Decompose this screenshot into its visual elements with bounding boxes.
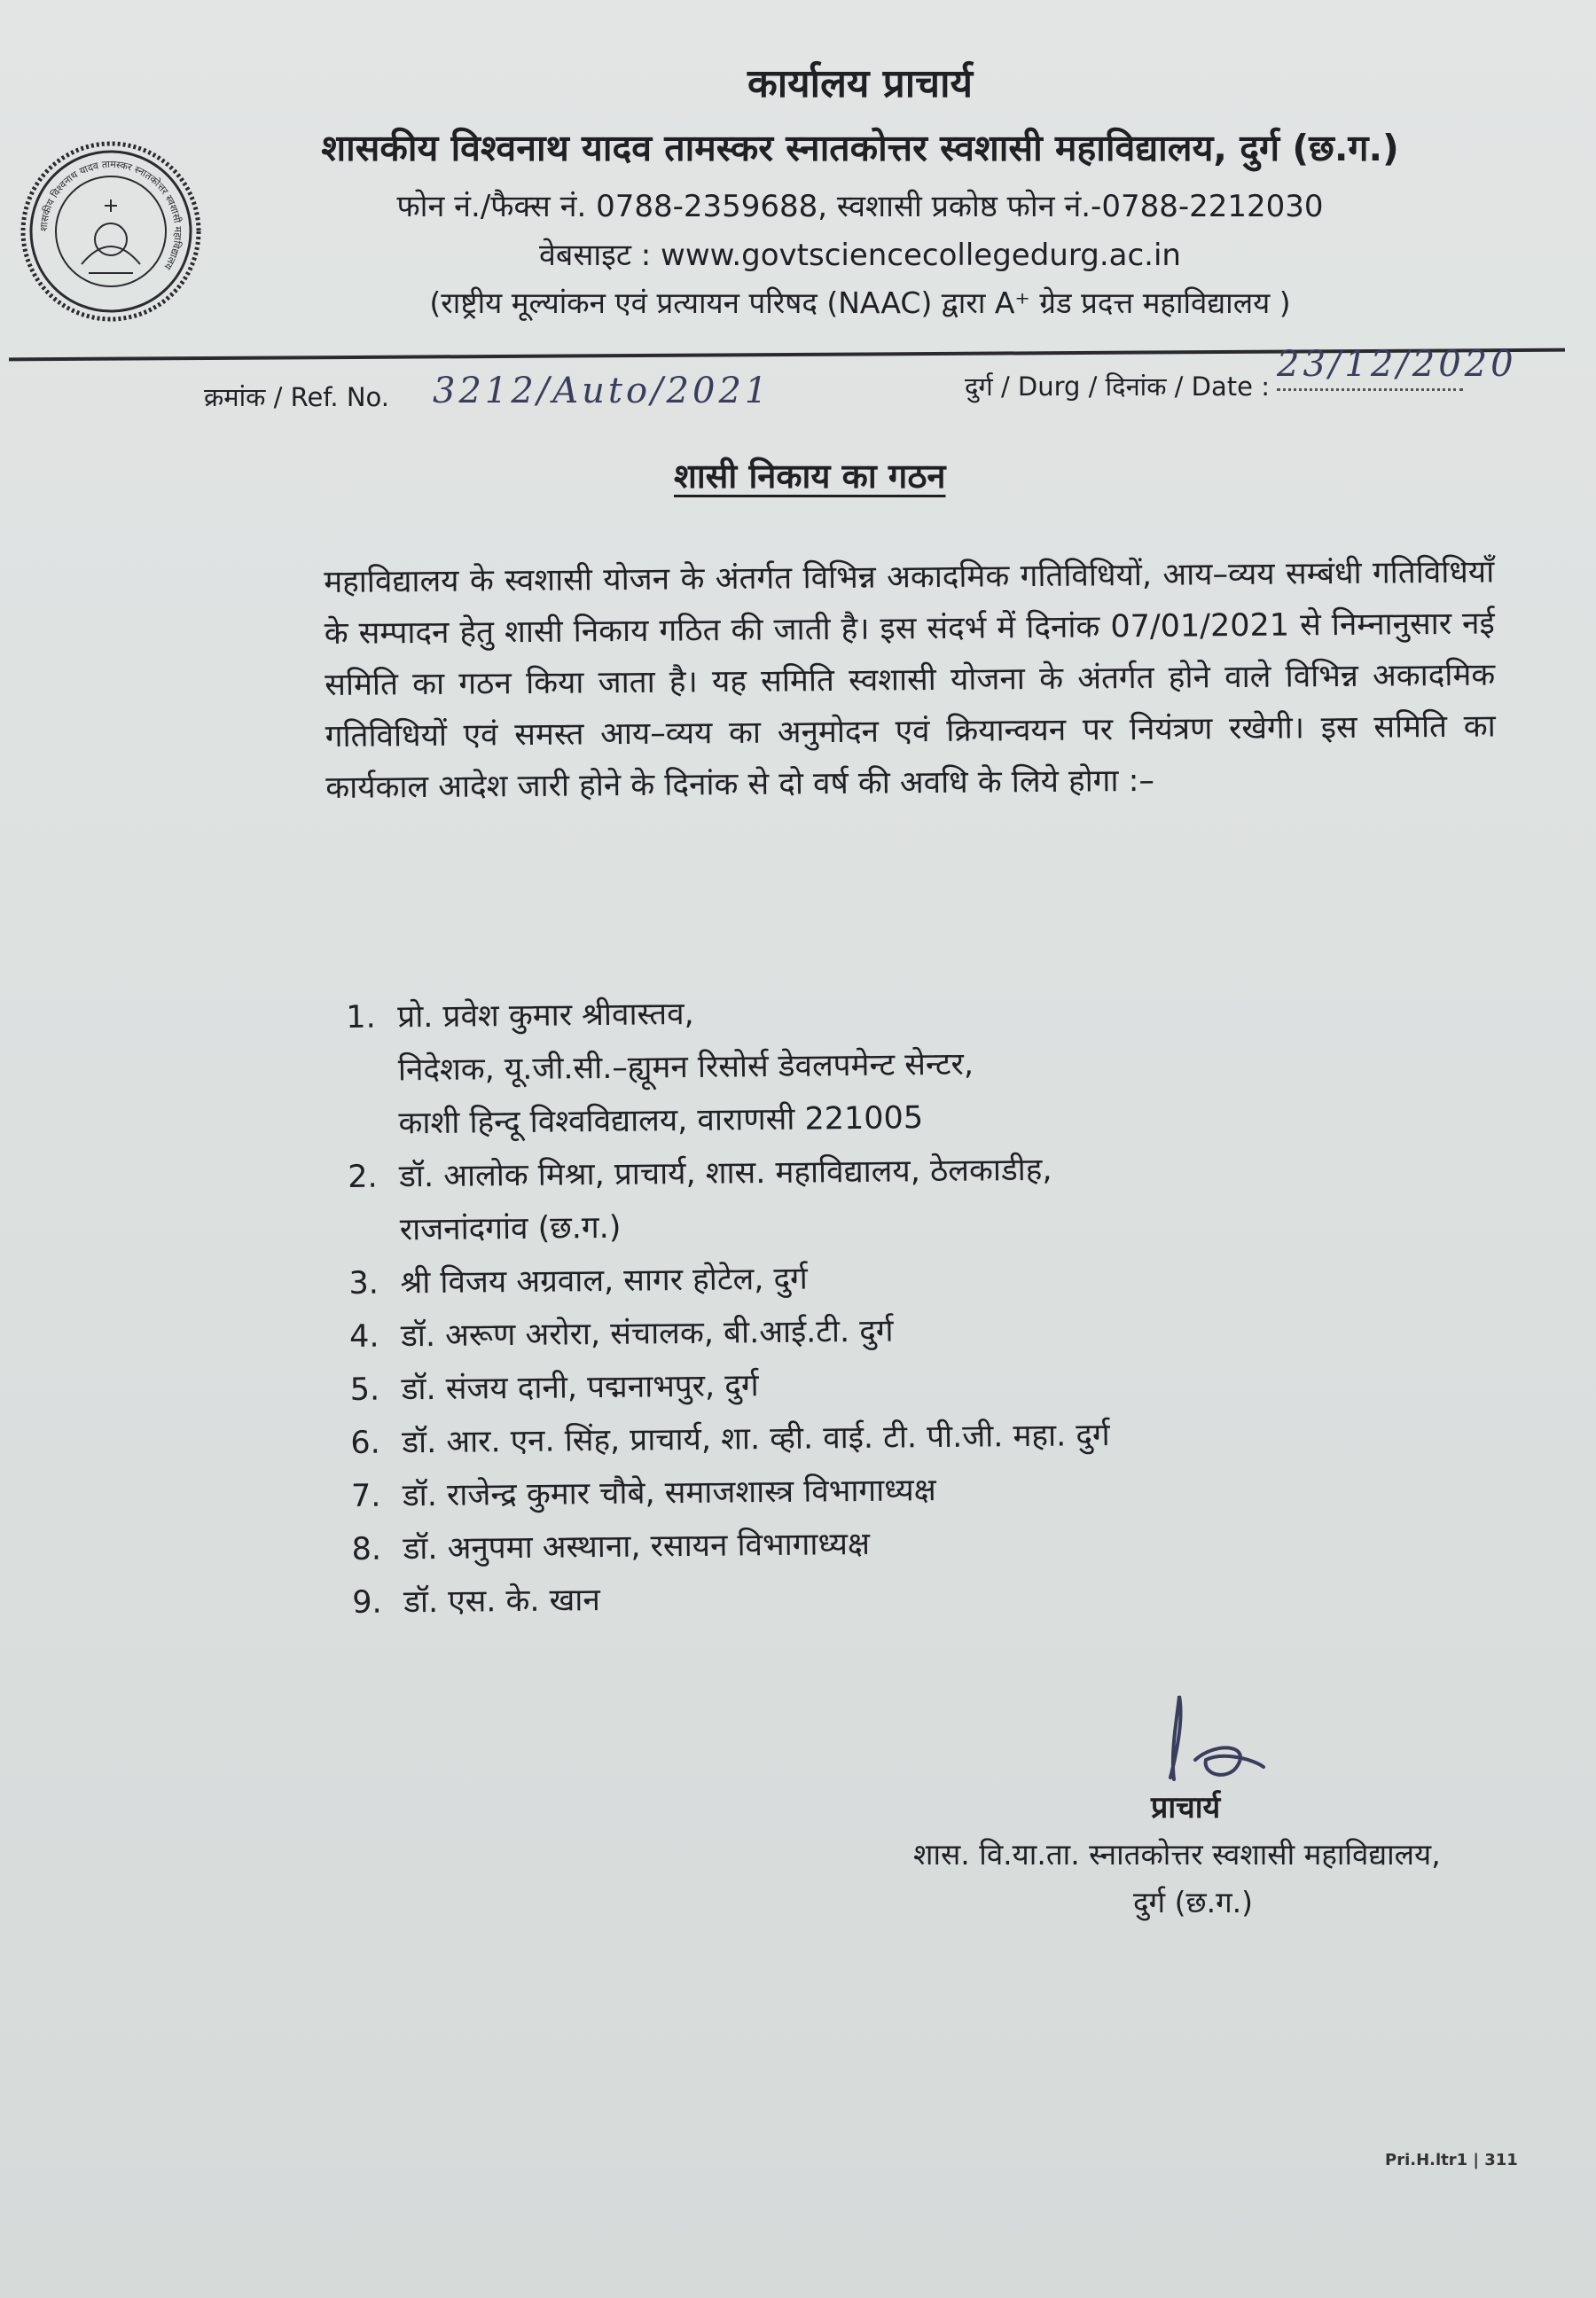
member-item (348, 1140, 1368, 1257)
member-line: डॉ. अरूण अरोरा, संचालक, बी.आई.टी. दुर्ग (400, 1313, 894, 1355)
member-number: 4. (348, 1318, 379, 1355)
member-details (399, 1140, 1368, 1256)
member-number: 2. (347, 1159, 378, 1195)
member-line: डॉ. आर. एन. सिंह, प्राचार्य, शा. व्ही. वाई. टी. पी.जी. महा. दुर्ग (402, 1418, 1110, 1461)
signature-mark (1153, 1689, 1268, 1786)
member-number: 5. (349, 1372, 380, 1408)
member-line: निदेशक, यू.जी.सी.–ह्यूमन रिसोर्स डेवलपमेन्ट सेन्टर, (397, 1046, 974, 1089)
contact-line: फोन नं./फैक्स नं. 0788-2359688, स्वशासी प्रकोष्ठ फोन नं.-0788-2212030 (396, 189, 1324, 224)
date-label: दुर्ग / Durg / दिनांक / Date : (965, 371, 1270, 402)
member-line: प्रो. प्रवेश कुमार श्रीवास्तव, (397, 996, 694, 1036)
member-number: 3. (348, 1265, 379, 1301)
member-line: श्री विजय अग्रवाल, सागर होटेल, दुर्ग (400, 1261, 808, 1301)
college-name: शासकीय विश्वनाथ यादव तामस्कर स्नातकोत्तर स्वशासी महाविद्यालय, दुर्ग (छ.ग.) (321, 127, 1399, 169)
member-number: 8. (351, 1531, 382, 1567)
office-title: कार्यालय प्राचार्य (747, 61, 974, 106)
date-dotted-line (1277, 388, 1463, 391)
member-line: डॉ. संजय दानी, पद्मनाभपुर, दुर्ग (401, 1368, 759, 1408)
intro-paragraph: महाविद्यालय के स्वशासी योजन के अंतर्गत विभिन्न अकादमिक गतिविधियों, आय–व्यय सम्बंधी गतिविधियाँ के सम्पादन हेतु शासी निकाय गठित की जाती है। इस संदर्भ में दिनांक 07/01/2021 से निम्नानुसार नई समिति का गठन किया जाता है। यह समिति स्वशासी योजना के अंतर्गत होने वाले विभिन्न अकादमिक गतिविधियों एवं समस्त आय–व्यय का अनुमोदन एवं क्रियान्वयन पर नियंत्रण रखेगी। इस समिति का कार्यकाल आदेश जारी होने के दिनांक से दो वर्ष की अवधि के लिये होगा :– (324, 554, 1496, 806)
member-number: 9. (352, 1584, 382, 1621)
date-value: 23/12/2020 (1277, 344, 1517, 385)
signatory-title: प्राचार्य (1151, 1790, 1221, 1825)
footer-code: Pri.H.ltr1 | 311 (1385, 2151, 1518, 2169)
member-number: 6. (350, 1425, 380, 1461)
signatory-college: शास. वि.या.ता. स्नातकोत्तर स्वशासी महाविद्यालय, (913, 1837, 1441, 1872)
member-item (346, 981, 1367, 1151)
member-list (346, 981, 1372, 1630)
ref-number: 3212/Auto/2021 (433, 371, 771, 411)
member-item (352, 1566, 1373, 1630)
member-line: डॉ. आलोक मिश्रा, प्राचार्य, शास. महाविद्यालय, ठेलकाडीह, (398, 1152, 1052, 1195)
website-line: वेबसाइट : www.govtsciencecollegedurg.ac.in (539, 238, 1181, 273)
member-line: डॉ. राजेन्द्र कुमार चौबे, समाजशास्त्र विभागाध्यक्ष (402, 1473, 936, 1514)
college-seal-icon (20, 140, 202, 323)
naac-line: (राष्ट्रीय मूल्यांकन एवं प्रत्यायन परिषद (NAAC) द्वारा A⁺ ग्रेड प्रदत्त महाविद्यालय ) (429, 285, 1291, 320)
member-line: डॉ. अनुपमा अस्थाना, रसायन विभागाध्यक्ष (403, 1526, 871, 1567)
member-line: राजनांदगांव (छ.ग.) (399, 1209, 622, 1248)
member-details (403, 1566, 1373, 1629)
signatory-city: दुर्ग (छ.ग.) (1133, 1885, 1254, 1919)
member-line: काशी हिन्दू विश्वविद्यालय, वाराणसी 221005 (398, 1100, 924, 1142)
subject-heading: शासी निकाय का गठन (674, 457, 946, 496)
member-line: डॉ. एस. के. खान (403, 1583, 600, 1621)
seal-text: शासकीय विश्वनाथ यादव तामस्कर स्नातकोत्तर स्वशासी महाविद्यालय (37, 158, 184, 272)
member-details (397, 981, 1367, 1150)
member-number: 1. (346, 999, 376, 1036)
member-number: 7. (350, 1478, 381, 1514)
ref-label: क्रमांक / Ref. No. (204, 382, 389, 412)
